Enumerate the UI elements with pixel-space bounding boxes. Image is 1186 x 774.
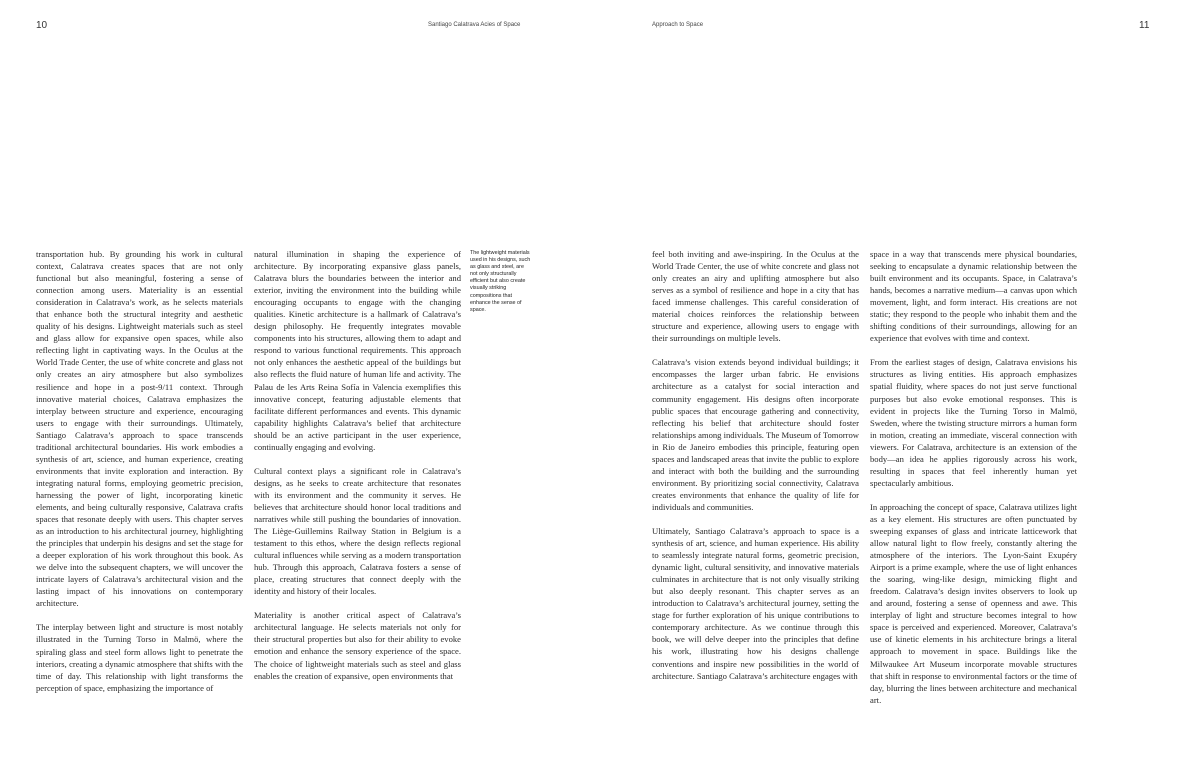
page-number-right: 11 [1139,20,1150,31]
sidebar-caption: The lightweight materials used in his designs, such as glass and steel, are not only structurally efficient but also create visually striking compositions that enhance the sense of space. [470,250,531,313]
right-page-column-2 [870,248,1077,705]
paragraph: natural illumination in shaping the experience of architecture. By incorporating expansive glass panels, Calatrava blurs the boundaries between the interior and exterior, inviting the environment into the building while encouraging occupants to engage with the changing qualities. Kinetic architecture is a hallmark of Calatrava’s design philosophy. He frequently integrates movable components into his structures, allowing them to adapt and respond to various functional requirements. This approach not only enhances the aesthetic appeal of the buildings but also reflects the fluid nature of human life and activity. The Palau de les Arts Reina Sofía in Valencia exemplifies this innovative concept, featuring adjustable elements that facilitate different performances and events. This dynamic capability highlights Calatrava’s belief that architecture should be an active participant in the user experience, continually engaging and evolving. [254,249,461,452]
running-head-book-title: Santiago Calatrava Acies of Space [428,22,521,28]
paragraph: transportation hub. By grounding his work in cultural context, Calatrava creates spaces that are not only functional but also meaningful, fostering a sense of connection among users. Materiality is an essential consideration in Calatrava’s work, as he selects materials that enhance both the structural integrity and aesthetic quality of his designs. Lightweight materials such as steel and glass allow for expansive open spaces, while also reflecting light in captivating ways. In the Oculus at the World Trade Center, the use of white concrete and glass not only creates an airy atmosphere but also symbolizes resilience and hope in a post-9/11 context. Through innovative material choices, Calatrava emphasizes the interplay between structure and experience, encouraging users to engage with their surroundings. Ultimately, Santiago Calatrava’s approach to space transcends traditional architectural boundaries. His work embodies a synthesis of art, science, and human experience, creating environments that invite exploration and interaction. By integrating natural forms, employing geometric precision, harnessing the power of light, incorporating kinetic elements, and being culturally responsive, Calatrava crafts spaces that resonate deeply with users. This chapter serves as an introduction to his architectural journey, highlighting the principles that underpin his designs and set the stage for a deeper exploration of his work throughout this book. As we delve into the subsequent chapters, we will uncover the intricate layers of Calatrava’s architectural vision and the lasting impact of his innovations on contemporary architecture. [36,249,243,609]
right-page-column-1 [652,248,859,681]
right-page [593,0,1186,774]
running-head-chapter-title: Approach to Space [652,22,704,28]
paragraph: Calatrava’s vision extends beyond individual buildings; it encompasses the larger urban fabric. He envisions architecture as a catalyst for social interaction and community engagement. His designs often incorporate public spaces that encourage gathering and connectivity, reflecting his belief that architecture should foster relationships among individuals. The Museum of Tomorrow in Rio de Janeiro embodies this principle, featuring open spaces and landscaped areas that invite the public to explore and interact with both the building and the surrounding environment. By prioritizing social connectivity, Calatrava creates environments that enhance the quality of life for individuals and communities. [652,357,859,512]
paragraph: The interplay between light and structure is most notably illustrated in the Turning Torso in Malmö, where the spiraling glass and steel form allows light to penetrate the interiors, creating a dynamic atmosphere that shifts with the time of day. This relationship with light transforms the perception of space, emphasizing the importance of [36,622,243,693]
paragraph: Cultural context plays a significant role in Calatrava’s designs, as he seeks to create architecture that resonates with its environment and the community it serves. He believes that architecture should honor local traditions and narratives while still pushing the boundaries of innovation. The Liège-Guillemins Railway Station in Belgium is a testament to this ethos, where the design reflects regional cultural influences while serving as a modern transportation hub. Through this approach, Calatrava fosters a sense of place, creating structures that connect deeply with the identity and history of their locales. [254,465,461,597]
paragraph: Materiality is another critical aspect of Calatrava’s architectural language. He selects materials not only for their structural properties but also for their ability to evoke emotion and enhance the sensory experience of the space. The choice of lightweight materials such as steel and glass enables the creation of expansive, open environments that [254,610,461,681]
left-page-column-2 [254,248,461,681]
left-page-column-1 [36,248,243,693]
paragraph: feel both inviting and awe-inspiring. In the Oculus at the World Trade Center, the use of white concrete and glass not only creates an airy and uplifting atmosphere but also serves as a symbol of resilience and hope in a city that has faced immense challenges. This careful consideration of material choices reinforces the relationship between structure and experience, allowing users to engage with their surroundings on multiple levels. [652,249,859,344]
paragraph: space in a way that transcends mere physical boundaries, seeking to encapsulate a dynamic relationship between the built environment and its occupants. Space, in Calatrava’s hands, becomes a narrative medium—a canvas upon which movement, light, and form interact. His creations are not static; they respond to the people who inhabit them and the shifting conditions of their surroundings, allowing for an experience that evolves with time and context. [870,249,1077,344]
paragraph: In approaching the concept of space, Calatrava utilizes light as a key element. His structures are often punctuated by sweeping expanses of glass and intricate latticework that allow natural light to flow freely, constantly altering the atmosphere of the interiors. The Lyon-Saint Exupéry Airport is a prime example, where the use of light enhances the soaring, wing-like design, mimicking flight and freedom. Calatrava’s design invites observers to look up and around, fostering a sense of openness and awe. This interplay of light and structure becomes integral to how space is perceived and experienced. Moreover, Calatrava’s use of kinetic elements in his architecture brings a literal approach to movement in space. Buildings like the Milwaukee Art Museum incorporate movable structures that shift in response to environmental factors or the time of day, blurring the lines between architecture and mechanical art. [870,501,1077,705]
page-number-left: 10 [36,20,48,31]
paragraph: From the earliest stages of design, Calatrava envisions his structures as living entities. His approach emphasizes spatial fluidity, where spaces do not just serve functional purposes but also evoke emotional responses. This is evident in projects like the Turning Torso in Malmö, Sweden, where the twisting structure mirrors a human form in motion, creating an immediate, visceral connection with viewers. For Calatrava, architecture is an extension of the body—an idea he applies rigorously across his work, resulting in spaces that feel inherently human yet spectacularly ambitious. [870,357,1077,488]
paragraph: Ultimately, Santiago Calatrava’s approach to space is a synthesis of art, science, and human experience. His ability to seamlessly integrate natural forms, geometric precision, dynamic light, cultural sensitivity, and innovative materials culminates in architecture that is not only visually striking but also deeply resonant. This chapter serves as an introduction to Calatrava’s architectural journey, setting the stage for further exploration of his unique contributions to contemporary architecture. As we continue through this book, we will delve deeper into the principles that define his work, illustrating how his designs challenge conventions and inspire new possibilities in the world of architecture. Santiago Calatrava’s architecture engages with [652,525,859,681]
